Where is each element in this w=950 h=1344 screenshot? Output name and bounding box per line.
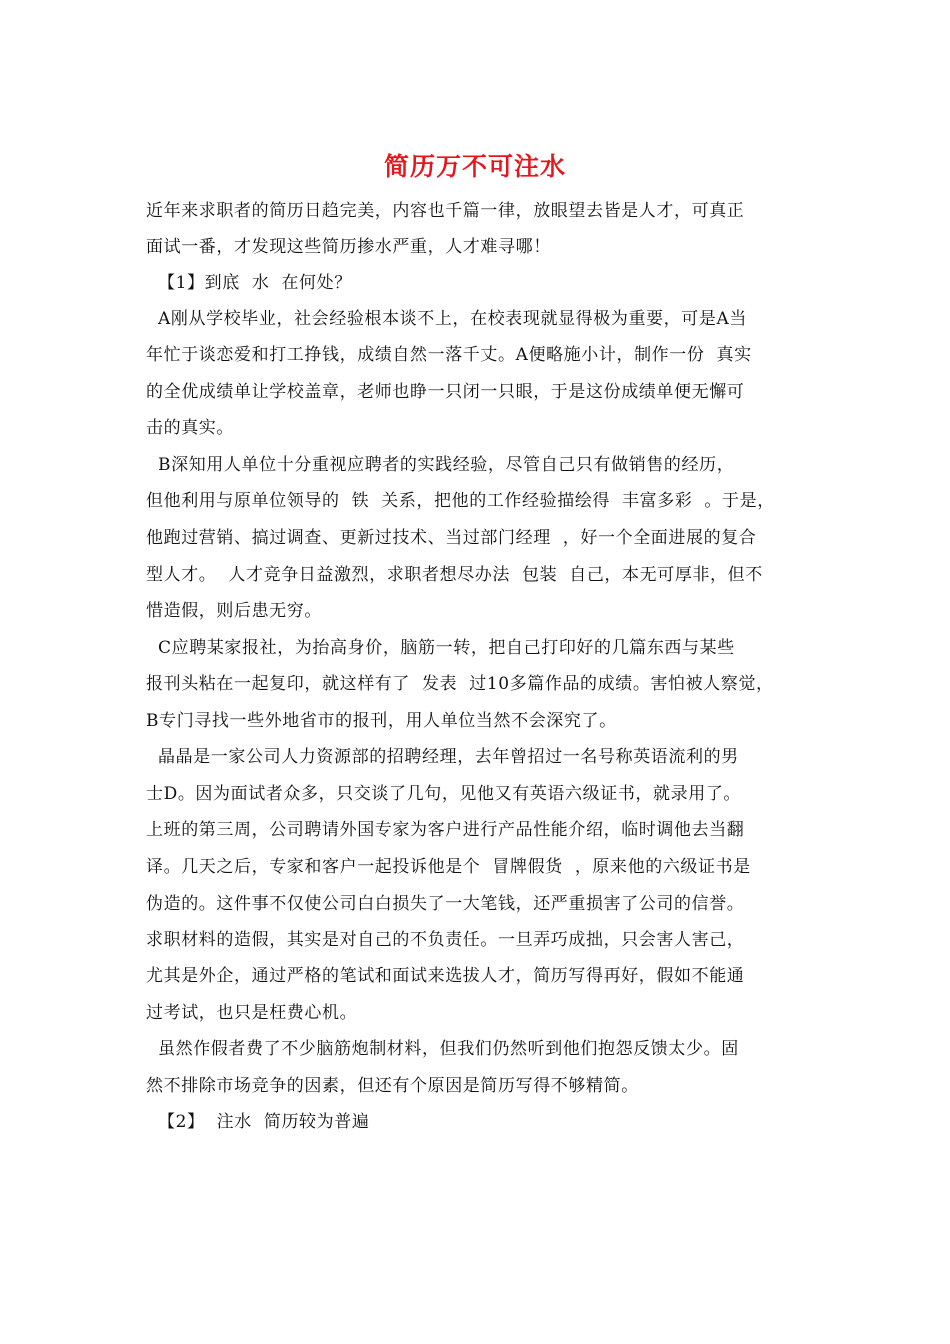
section-heading: 【2】 注水 简历较为普遍 — [146, 1112, 370, 1132]
paragraph-line: 但他利用与原单位领导的 铁 关系，把他的工作经验描绘得 丰富多彩 。于是， — [146, 491, 775, 511]
paragraph-line: C应聘某家报社，为抬高身价，脑筋一转，把自己打印好的几篇东西与某些 — [146, 638, 735, 658]
paragraph-line: 年忙于谈恋爱和打工挣钱，成绩自然一落千丈。A便略施小计，制作一份 真实 — [146, 345, 752, 365]
paragraph-line: 晶晶是一家公司人力资源部的招聘经理，去年曾招过一名号称英语流利的男 — [146, 747, 739, 767]
paragraph-line: 击的真实。 — [146, 418, 234, 438]
paragraph-line: 虽然作假者费了不少脑筋炮制材料，但我们仍然听到他们抱怨反馈太少。固 — [146, 1039, 739, 1059]
paragraph-line: B专门寻找一些外地省市的报刊，用人单位当然不会深究了。 — [146, 711, 617, 731]
paragraph-line: 近年来求职者的简历日趋完美，内容也千篇一律，放眼望去皆是人才，可真正 — [146, 201, 745, 221]
paragraph-line: 面试一番，才发现这些简历掺水严重，人才难寻哪！ — [146, 237, 551, 257]
paragraph-line: 过考试，也只是枉费心机。 — [146, 1003, 358, 1023]
paragraph-line: 士D。因为面试者众多，只交谈了几句，见他又有英语六级证书，就录用了。 — [146, 784, 742, 804]
paragraph-line: 型人才。 人才竞争日益激烈，求职者想尽办法 包装 自己，本无可厚非，但不 — [146, 565, 763, 585]
paragraph-line: 译。几天之后，专家和客户一起投诉他是个 冒牌假货 ，原来他的六级证书是 — [146, 857, 751, 877]
paragraph-line: 上班的第三周，公司聘请外国专家为客户进行产品性能介绍，临时调他去当翻 — [146, 820, 745, 840]
paragraph-line: 他跑过营销、搞过调查、更新过技术、当过部门经理 ，好一个全面进展的复合 — [146, 528, 757, 548]
paragraph-line: B深知用人单位十分重视应聘者的实践经验，尽管自己只有做销售的经历， — [146, 455, 735, 475]
paragraph-line: 伪造的。这件事不仅使公司白白损失了一大笔钱，还严重损害了公司的信誉。 — [146, 894, 745, 914]
paragraph-line: 惜造假，则后患无穷。 — [146, 601, 322, 621]
paragraph-line: 报刊头粘在一起复印，就这样有了 发表 过10多篇作品的成绩。害怕被人察觉， — [146, 674, 774, 694]
document-title: 简历万不可注水 — [383, 152, 566, 181]
section-heading: 【1】到底 水 在何处？ — [146, 273, 352, 293]
paragraph-line: 尤其是外企，通过严格的笔试和面试来选拔人才，简历写得再好，假如不能通 — [146, 966, 745, 986]
paragraph-line: 然不排除市场竞争的因素，但还有个原因是简历写得不够精简。 — [146, 1076, 639, 1096]
paragraph-line: A刚从学校毕业，社会经验根本谈不上，在校表现就显得极为重要，可是A当 — [146, 309, 747, 329]
paragraph-line: 求职材料的造假，其实是对自己的不负责任。一旦弄巧成拙，只会害人害己， — [146, 930, 745, 950]
paragraph-line: 的全优成绩单让学校盖章，老师也睁一只闭一只眼，于是这份成绩单便无懈可 — [146, 382, 745, 402]
